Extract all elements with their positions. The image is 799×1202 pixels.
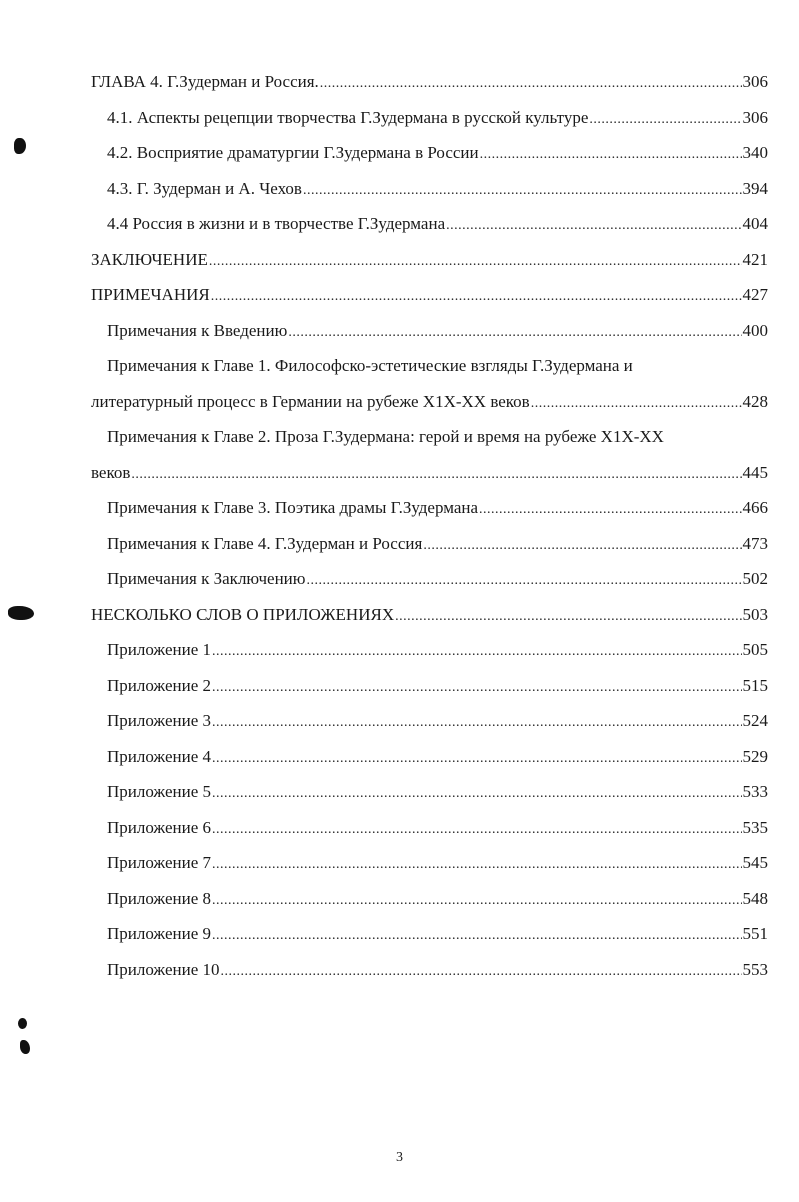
toc-entry-page: 553 (742, 959, 768, 979)
toc-entry-appendix-1[interactable] (91, 632, 768, 668)
dot-leader (212, 810, 742, 848)
toc-entry-notes-chapter-2[interactable] (91, 419, 768, 455)
toc-entry-title: Приложение 5 (107, 782, 211, 801)
dot-leader (306, 561, 741, 599)
dot-leader (303, 171, 742, 209)
toc-entry-title: литературный процесс в Германии на рубеже Х1Х-ХХ веков (91, 391, 530, 411)
toc-entry-title: Примечания к Главе 1. Философско-эстетические взгляды Г.Зудермана и (107, 356, 633, 375)
toc-entry-title: Примечания к Главе 4. Г.Зудерман и Россия (107, 533, 423, 553)
toc-entry-title: Приложение 9 (107, 924, 211, 943)
toc-entry-page: 505 (742, 640, 768, 659)
toc-entry-notes[interactable] (91, 277, 768, 313)
toc-entry-page: 533 (742, 782, 768, 801)
dot-leader (212, 668, 742, 706)
dot-leader (531, 384, 742, 422)
toc-entry-title: 4.3. Г. Зудерман и А. Чехов (107, 178, 302, 198)
toc-entry-appendix-8[interactable] (91, 881, 768, 917)
dot-leader (589, 100, 741, 138)
dot-leader (212, 916, 742, 954)
page-number: 3 (396, 1150, 403, 1165)
toc-entry-title: ПРИМЕЧАНИЯ (91, 285, 210, 304)
toc-entry-page: 548 (742, 888, 768, 908)
toc-entry-title: ГЛАВА 4. Г.Зудерман и Россия. (91, 72, 319, 91)
table-of-contents (91, 64, 768, 987)
toc-entry-page: 306 (742, 107, 768, 127)
dot-leader (395, 597, 741, 635)
dot-leader (212, 703, 742, 741)
toc-entry-title: Приложение 4 (107, 746, 211, 766)
toc-entry-title: Примечания к Заключению (107, 569, 306, 588)
toc-entry-appendix-6[interactable] (91, 810, 768, 846)
toc-entry-title: НЕСКОЛЬКО СЛОВ О ПРИЛОЖЕНИЯХ (91, 604, 395, 624)
toc-entry-title: Приложение 3 (107, 711, 211, 730)
toc-entry-page: 421 (742, 249, 768, 269)
toc-entry-appendix-10[interactable] (91, 952, 768, 988)
toc-entry-title: Примечания к Введению (107, 320, 288, 340)
toc-entry-page: 473 (742, 533, 768, 553)
toc-entry-title: Приложение 1 (107, 640, 211, 659)
dot-leader (480, 135, 742, 173)
toc-entry-notes-chapter-4[interactable] (91, 526, 768, 562)
toc-entry-title: Примечания к Главе 3. Поэтика драмы Г.Зудермана (107, 498, 479, 517)
dot-leader (212, 632, 742, 670)
toc-entry-title: ЗАКЛЮЧЕНИЕ (91, 249, 208, 269)
toc-entry-page: 529 (742, 746, 768, 766)
toc-entry-appendix-4[interactable] (91, 739, 768, 775)
toc-entry-title: Приложение 10 (107, 959, 220, 979)
toc-entry-page: 306 (742, 72, 768, 91)
toc-entry-title: веков (91, 462, 131, 482)
toc-entry-title: 4.2. Восприятие драматургии Г.Зудермана в России (107, 143, 479, 162)
toc-entry-appendix-2[interactable] (91, 668, 768, 704)
toc-entry-title: Приложение 6 (107, 817, 211, 837)
toc-entry-page: 394 (742, 178, 768, 198)
toc-entry-page: 503 (742, 604, 768, 624)
toc-entry-notes-chapter-3[interactable] (91, 490, 768, 526)
toc-entry-notes-chapter-1-continued[interactable] (91, 384, 768, 420)
toc-entry-page: 340 (742, 143, 768, 162)
toc-entry-page: 428 (742, 391, 768, 411)
dot-leader (209, 242, 742, 280)
toc-entry-page: 551 (742, 924, 768, 943)
dot-leader (288, 313, 741, 351)
toc-entry-title: Приложение 8 (107, 888, 211, 908)
dot-leader (212, 774, 742, 812)
dot-leader (131, 455, 741, 493)
toc-entry-notes-chapter-2-continued[interactable] (91, 455, 768, 491)
ink-blot (18, 1018, 27, 1029)
toc-entry-title: Приложение 2 (107, 675, 211, 695)
dot-leader (320, 64, 742, 102)
dot-leader (446, 206, 741, 244)
toc-entry-title: Примечания к Главе 2. Проза Г.Зудермана: герой и время на рубеже Х1Х-ХХ (107, 427, 664, 446)
toc-entry-section-4-1[interactable] (91, 100, 768, 136)
toc-entry-page: 524 (742, 711, 768, 730)
toc-entry-notes-introduction[interactable] (91, 313, 768, 349)
toc-entry-section-4-3[interactable] (91, 171, 768, 207)
dot-leader (479, 490, 741, 528)
toc-entry-notes-conclusion[interactable] (91, 561, 768, 597)
toc-entry-page: 515 (742, 675, 768, 695)
toc-entry-title: 4.4 Россия в жизни и в творчестве Г.Зудермана (107, 214, 446, 233)
toc-entry-notes-chapter-1[interactable] (91, 348, 768, 384)
toc-entry-about-appendices[interactable] (91, 597, 768, 633)
dot-leader (212, 881, 742, 919)
toc-entry-page: 404 (742, 214, 768, 233)
toc-entry-chapter-4[interactable] (91, 64, 768, 100)
toc-entry-appendix-7[interactable] (91, 845, 768, 881)
toc-entry-title: Приложение 7 (107, 853, 211, 872)
toc-entry-section-4-4[interactable] (91, 206, 768, 242)
ink-blot (8, 606, 34, 620)
dot-leader (221, 952, 742, 990)
dot-leader (211, 277, 742, 315)
toc-entry-page: 535 (742, 817, 768, 837)
toc-entry-conclusion[interactable] (91, 242, 768, 278)
toc-entry-page: 427 (742, 285, 768, 304)
toc-entry-page: 502 (742, 569, 768, 588)
dot-leader (423, 526, 741, 564)
toc-entry-page: 545 (742, 853, 768, 872)
ink-blot (14, 138, 26, 154)
toc-entry-appendix-5[interactable] (91, 774, 768, 810)
toc-entry-title: 4.1. Аспекты рецепции творчества Г.Зудермана в русской культуре (107, 107, 589, 127)
toc-entry-appendix-9[interactable] (91, 916, 768, 952)
toc-entry-page: 445 (742, 462, 768, 482)
dot-leader (212, 845, 742, 883)
toc-entry-page: 466 (742, 498, 768, 517)
ink-blot (20, 1040, 30, 1054)
dot-leader (212, 739, 742, 777)
toc-entry-page: 400 (742, 320, 768, 340)
toc-entry-section-4-2[interactable] (91, 135, 768, 171)
toc-entry-appendix-3[interactable] (91, 703, 768, 739)
